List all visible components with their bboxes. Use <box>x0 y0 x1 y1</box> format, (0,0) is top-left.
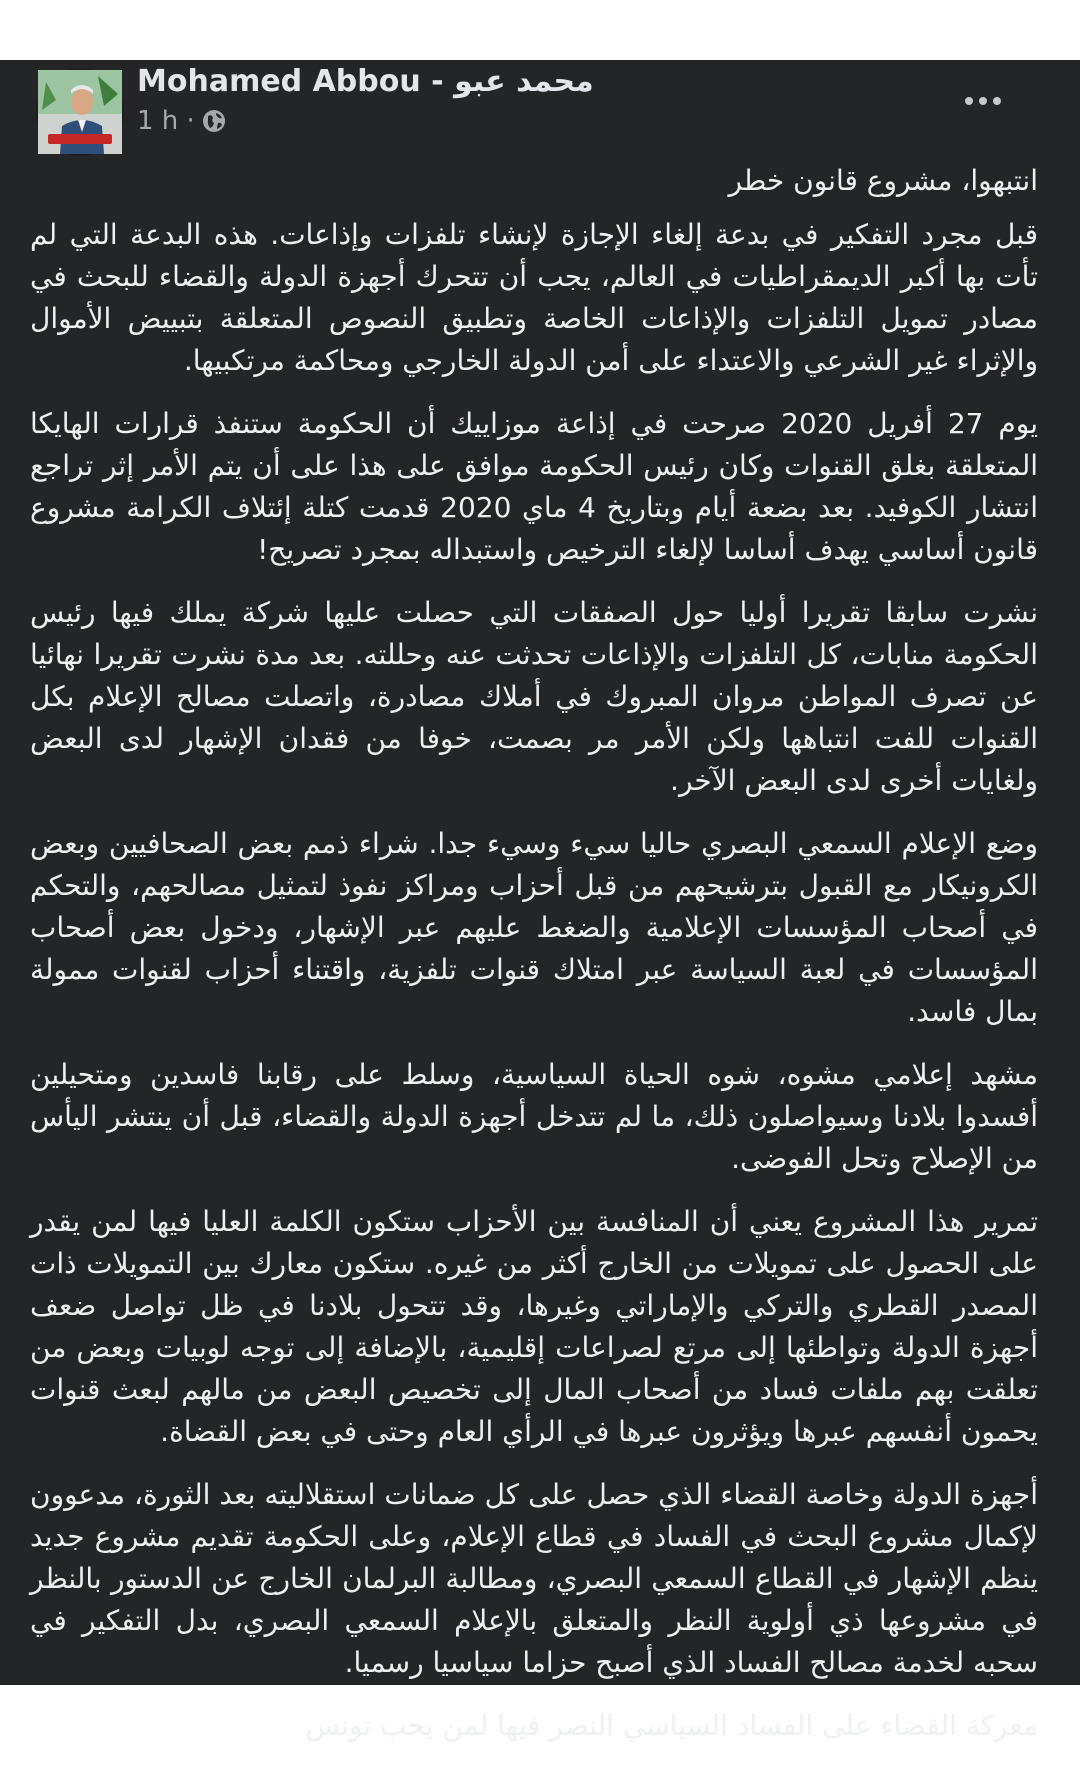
post-paragraph-closing: معركة القضاء على الفساد السياسي النصر فيها لمن يحب تونس <box>305 1709 1038 1742</box>
avatar-image <box>38 70 122 154</box>
author-name[interactable]: Mohamed Abbou - محمد عبو <box>137 64 594 99</box>
post-meta <box>137 106 227 136</box>
post-paragraph: تمرير هذا المشروع يعني أن المنافسة بين الأحزاب ستكون الكلمة العليا فيها لمن يقدر على الحصول على تمويلات من الخارج أكثر من غيره. ستكون معارك بين التمويلات ذات المصدر القطري والتركي والإماراتي وغيرها، وقد تتحول بلادنا في ظل تواصل ضعف أجهزة الدولة وتواطئها إلى مرتع لصراعات إقليمية، بالإضافة إلى توجه لوبيات وبعض من تعلقت بهم ملفات فساد من أصحاب المال إلى تخصيص البعض من مالهم لبعث قنوات يحمون أنفسهم عبرها ويؤثرون عبرها في الرأي العام وحتى في بعض القضاة. <box>30 1205 1038 1448</box>
post-header <box>0 60 1080 160</box>
post-paragraph-title: انتبهوا، مشروع قانون خطر <box>728 164 1038 197</box>
more-options-icon <box>965 97 973 105</box>
more-options-button[interactable] <box>958 86 1008 116</box>
post-paragraph: يوم 27 أفريل 2020 صرحت في إذاعة موزاييك أن الحكومة ستنفذ قرارات الهايكا المتعلقة بغلق القنوات وكان رئيس الحكومة موافق على هذا على أن يتم الأمر إثر تراجع انتشار الكوفيد. بعد بضعة أيام وبتاريخ 4 ماي 2020 قدمت كتلة إئتلاف الكرامة مشروع قانون أساسي يهدف أساسا لإلغاء الترخيص واستبداله بمجرد تصريح! <box>30 407 1039 566</box>
post-paragraph: مشهد إعلامي مشوه، شوه الحياة السياسية، وسلط على رقابنا فاسدين ومتحيلين أفسدوا بلادنا وسيواصلون ذلك، ما لم تتدخل أجهزة الدولة والقضاء، قبل أن ينتشر اليأس من الإصلاح وتحل الفوضى. <box>30 1058 1038 1175</box>
post-paragraph: نشرت سابقا تقريرا أوليا حول الصفقات التي حصلت عليها شركة يملك فيها رئيس الحكومة منابات، كل التلفزات والإذاعات تحدثت عنه وحللته. بعد مدة نشرت تقريرا نهائيا عن تصرف المواطن مروان المبروك في أملاك مصادرة، واتصلت مصالح الإعلام بكل القنوات للفت انتباهها ولكن الأمر مر بصمت، خوفا من فقدان الإشهار لدى البعض ولغايات أخرى لدى البعض الآخر. <box>30 596 1038 797</box>
author-avatar[interactable] <box>36 68 124 156</box>
facebook-post <box>0 60 1080 1742</box>
post-paragraph: قبل مجرد التفكير في بدعة إلغاء الإجازة لإنشاء تلفزات وإذاعات. هذه البدعة التي لم تأت بها أكبر الديمقراطيات في العالم، يجب أن تتحرك أجهزة الدولة والقضاء للبحث في مصادر تمويل التلفزات والإذاعات الخاصة وتطبيق النصوص المتعلقة بتبييض الأموال والإثراء غير الشرعي والاعتداء على أمن الدولة الخارجي ومحاكمة مرتكبيها. <box>30 218 1038 377</box>
globe-icon <box>201 108 227 134</box>
post-body <box>30 160 1038 1768</box>
post-time[interactable]: 1 h · <box>137 106 195 136</box>
post-paragraph: وضع الإعلام السمعي البصري حاليا سيء وسيء جدا. شراء ذمم بعض الصحافيين وبعض الكرونيكار مع القبول بترشيحهم من قبل أحزاب ومراكز نفوذ لتمثيل مصالحهم، والتحكم في أصحاب المؤسسات الإعلامية والضغط عليهم عبر الإشهار، ودخول بعض أصحاب المؤسسات في لعبة السياسة عبر امتلاك قنوات تلفزية، واقتناء أحزاب لقنوات ممولة بمال فاسد. <box>30 827 1038 1028</box>
post-paragraph: أجهزة الدولة وخاصة القضاء الذي حصل على كل ضمانات استقلاليته بعد الثورة، مدعوون لإكمال مشروع البحث في الفساد في قطاع الإعلام، وعلى الحكومة تقديم مشروع جديد ينظم الإشهار في القطاع السمعي البصري، ومطالبة البرلمان الخارج عن الدستور بالنظر في مشروعها ذي أولوية النظر والمتعلق بالإعلام السمعي البصري، بدل التفكير في سحبه لخدمة مصالح الفساد الذي أصبح حزاما سياسيا رسميا. <box>30 1478 1038 1679</box>
